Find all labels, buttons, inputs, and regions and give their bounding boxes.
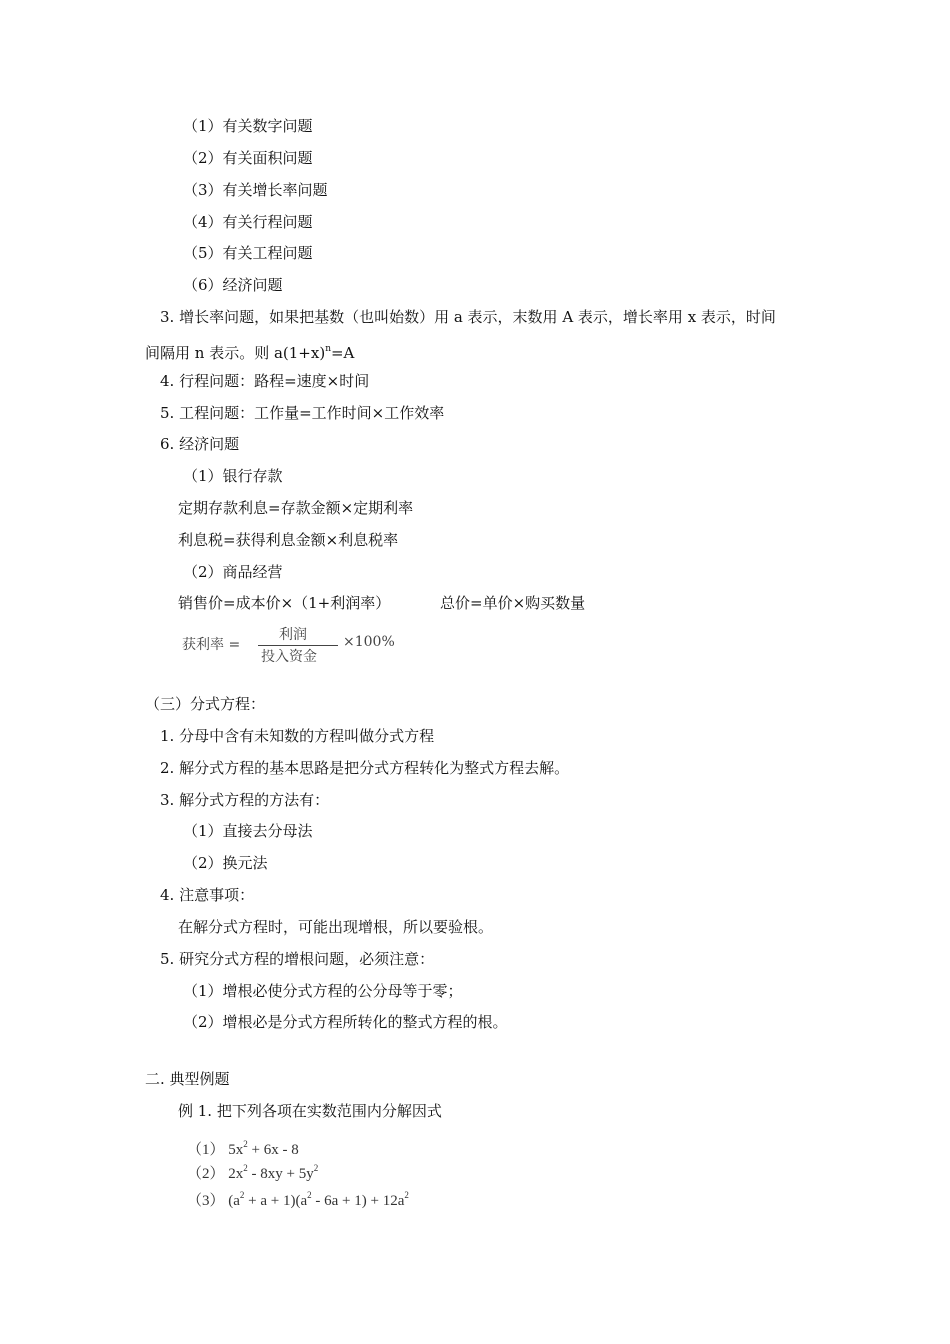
formula-line: 定期存款利息=存款金额×定期利率 xyxy=(178,499,414,517)
expr-label: （3） xyxy=(187,1193,225,1209)
fraction-denominator: 投入资金 xyxy=(261,649,317,665)
list-item: 1. 分母中含有未知数的方程叫做分式方程 xyxy=(160,727,435,745)
list-item: （3）有关增长率问题 xyxy=(183,181,328,199)
formula-text: =A xyxy=(330,344,355,362)
list-item: 5. 研究分式方程的增根问题，必须注意： xyxy=(160,950,435,968)
formula-exponent: n xyxy=(325,344,331,354)
list-item: （2）增根必是分式方程所转化的整式方程的根。 xyxy=(183,1013,508,1031)
list-item: （1）有关数字问题 xyxy=(183,117,313,135)
section-heading: 二. 典型例题 xyxy=(145,1070,230,1088)
expr-exponent: 2 xyxy=(307,1190,312,1200)
fraction-numerator: 利润 xyxy=(279,627,307,643)
expr-term: + 6x - 8 xyxy=(247,1142,299,1158)
section-heading: （三）分式方程： xyxy=(145,695,266,713)
expr-exponent: 2 xyxy=(239,1190,245,1200)
expr-term: + a + 1)(a xyxy=(244,1193,308,1209)
formula-rhs: ×100% xyxy=(343,634,395,650)
list-item: （2）有关面积问题 xyxy=(183,149,313,167)
list-item: 5. 工程问题：工作量=工作时间×工作效率 xyxy=(160,404,445,422)
expr-term: - 6a + 1) + 12a xyxy=(311,1193,405,1209)
formula-line: 总价=单价×购买数量 xyxy=(440,594,586,612)
list-item: 4. 注意事项： xyxy=(160,886,255,904)
formula-text: 间隔用 n 表示。则 a(1+x) xyxy=(145,344,326,362)
expr-term: (a xyxy=(228,1193,240,1209)
list-item: （1）直接去分母法 xyxy=(183,822,313,840)
example-expression-3 xyxy=(187,1185,409,1211)
expr-term: - 8xy + 5y xyxy=(247,1166,314,1182)
paragraph-growth-rate: 3. 增长率问题，如果把基数（也叫始数）用 a 表示，末数用 A 表示，增长率用 x 表示，时间 xyxy=(160,308,776,326)
formula-line: 利息税=获得利息金额×利息税率 xyxy=(178,531,399,549)
list-item: （4）有关行程问题 xyxy=(183,213,313,231)
expr-exponent: 2 xyxy=(404,1190,409,1200)
paragraph-growth-formula xyxy=(145,339,354,363)
example-expression-2 xyxy=(187,1158,318,1184)
expr-term: 2x xyxy=(228,1166,244,1182)
list-item: （2）换元法 xyxy=(183,854,268,872)
expr-label: （1） xyxy=(187,1142,225,1158)
list-item: 4. 行程问题：路程=速度×时间 xyxy=(160,372,370,390)
list-item: （1）银行存款 xyxy=(183,467,283,485)
expr-label: （2） xyxy=(187,1166,225,1182)
expr-exponent: 2 xyxy=(313,1163,319,1173)
list-item: （6）经济问题 xyxy=(183,276,283,294)
paragraph: 在解分式方程时，可能出现增根，所以要验根。 xyxy=(178,918,494,936)
list-item: （5）有关工程问题 xyxy=(183,244,313,262)
list-item: 2. 解分式方程的基本思路是把分式方程转化为整式方程去解。 xyxy=(160,759,570,777)
formula-lhs: 获利率 = xyxy=(182,637,241,653)
list-item: （1）增根必使分式方程的公分母等于零； xyxy=(183,982,463,1000)
list-item: 6. 经济问题 xyxy=(160,435,240,453)
example-expression-1 xyxy=(187,1134,299,1160)
list-item: 3. 解分式方程的方法有： xyxy=(160,791,330,809)
expr-exponent: 2 xyxy=(243,1139,248,1149)
expr-term: 5x xyxy=(228,1142,244,1158)
list-item: （2）商品经营 xyxy=(183,563,283,581)
example-title: 例 1. 把下列各项在实数范围内分解因式 xyxy=(178,1102,442,1120)
formula-line: 销售价=成本价×（1+利润率） xyxy=(178,594,391,612)
expr-exponent: 2 xyxy=(243,1163,248,1173)
